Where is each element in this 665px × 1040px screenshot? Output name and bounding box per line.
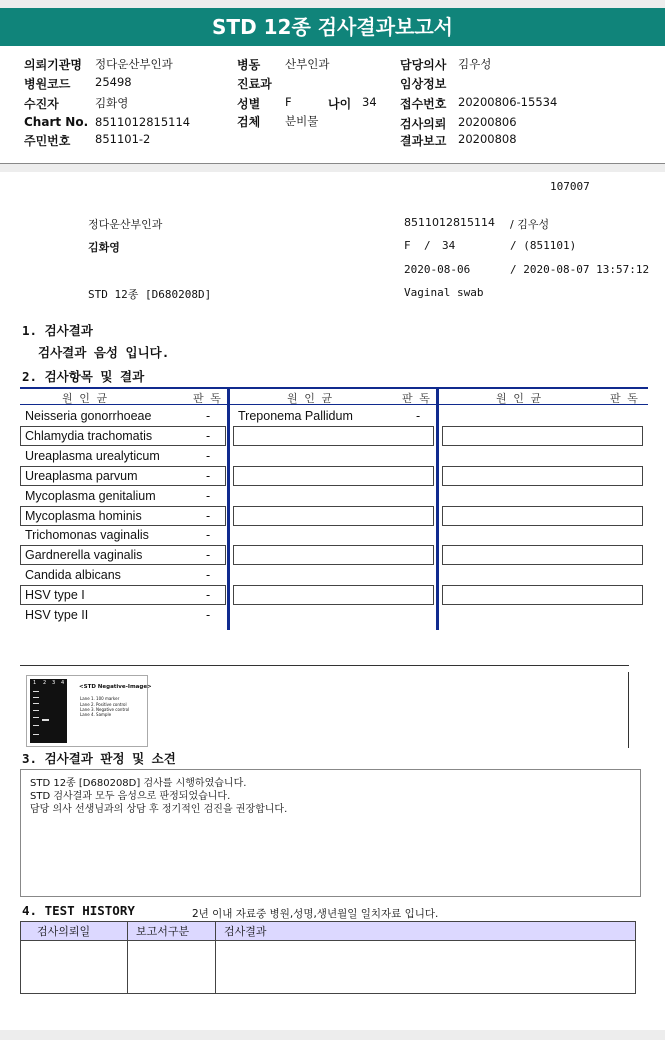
report-patient: 김화영 — [88, 241, 120, 254]
label-requesting-institution: 의뢰기관명 — [24, 58, 82, 72]
hospital-code: 25498 — [95, 75, 132, 89]
image-area-right-line — [628, 672, 629, 748]
gel-legend-item: Lane 3. Negative control — [80, 707, 130, 712]
pathogen-name: Trichomonas vaginalis — [25, 528, 149, 542]
section4-heading: 4. TEST HISTORY — [22, 903, 135, 918]
pathogen-name: Gardnerella vaginalis — [25, 548, 143, 562]
pathogen-result: - — [206, 608, 211, 622]
label-chart-no: Chart No. — [24, 115, 89, 129]
receipt-no: 20200806-15534 — [458, 95, 558, 109]
pathogen-result: - — [206, 588, 211, 602]
report-sex: F — [404, 239, 411, 252]
label-receipt-no: 접수번호 — [400, 97, 447, 111]
column-divider-2 — [436, 389, 439, 630]
report-datetime: / 2020-08-07 13:57:12 — [510, 263, 650, 276]
gel-band — [33, 717, 39, 718]
history-header-row — [21, 922, 636, 941]
empty-row-box — [233, 506, 434, 526]
sex: F — [285, 95, 292, 109]
gel-band — [33, 725, 39, 726]
gel-band — [33, 691, 39, 692]
report-birth: / (851101) — [510, 239, 577, 252]
lane-number: 3 — [52, 680, 56, 686]
pathogen-result: - — [206, 409, 211, 423]
history-cell — [21, 941, 128, 994]
pathogen-name: Treponema Pallidum — [238, 409, 353, 423]
empty-row-box — [233, 466, 434, 486]
header-divider — [0, 163, 665, 164]
gel-band — [33, 734, 39, 735]
report-age: 34 — [442, 239, 456, 252]
ward: 산부인과 — [285, 57, 330, 71]
pathogen-result: - — [206, 429, 211, 443]
empty-row-box — [442, 506, 643, 526]
empty-row-box — [442, 466, 643, 486]
report-separator: / — [424, 239, 431, 252]
label-hospital-code: 병원코드 — [24, 77, 71, 91]
col2-pathogen-header: 원 인 균 — [287, 392, 333, 405]
gel-photo — [30, 679, 67, 743]
pathogen-name: Mycoplasma hominis — [25, 509, 142, 523]
report-hospital: 정다운산부인과 — [88, 218, 163, 231]
pathogen-name: Ureaplasma urealyticum — [25, 449, 160, 463]
pathogen-name: Chlamydia trachomatis — [25, 429, 153, 443]
table-header-border — [20, 404, 648, 405]
pathogen-result: - — [206, 469, 211, 483]
empty-row-box — [233, 585, 434, 605]
label-ward: 병동 — [237, 58, 261, 72]
label-request-date: 검사의뢰 — [400, 117, 447, 131]
label-clinical-info: 임상정보 — [400, 77, 447, 91]
col2-result-header: 판 독 — [402, 392, 430, 405]
age: 34 — [362, 95, 377, 109]
table-top-border — [20, 387, 648, 389]
pathogen-result: - — [416, 409, 421, 423]
pathogen-result: - — [206, 548, 211, 562]
gel-legend-item: Lane 2. Positive control — [80, 702, 127, 707]
empty-row-box — [233, 426, 434, 446]
pathogen-name: Mycoplasma genitalium — [25, 489, 156, 503]
pathogen-name: Neisseria gonorrhoeae — [25, 409, 152, 423]
history-table — [20, 921, 636, 994]
findings-line: STD 12종 [D680208D] 검사를 시행하였습니다. — [30, 778, 247, 789]
history-note: 2년 이내 자료중 병원,성명,생년월일 일치자료 입니다. — [192, 908, 439, 920]
findings-line: STD 검사결과 모두 음성으로 판정되었습니다. — [30, 791, 231, 802]
history-cell — [216, 941, 636, 994]
history-table-wrap — [20, 921, 636, 994]
col1-result-header: 판 독 — [193, 392, 221, 405]
findings-line: 담당 의사 선생님과의 상담 후 정기적인 검진을 권장합니다. — [30, 804, 288, 815]
history-col-request-date: 검사의뢰일 — [21, 922, 128, 941]
report-received-date: 2020-08-06 — [404, 263, 471, 276]
pathogen-name: Candida albicans — [25, 568, 121, 582]
label-resident-no: 주민번호 — [24, 134, 71, 148]
pathogen-result: - — [206, 528, 211, 542]
history-empty-row — [21, 941, 636, 994]
report-doctor: / 김우성 — [510, 218, 550, 231]
gel-legend-item: Lane 1. 100 marker — [80, 696, 120, 701]
gel-legend-item: Lane 4. Sample — [80, 712, 112, 717]
pathogen-result: - — [206, 509, 211, 523]
resident-no: 851101-2 — [95, 132, 151, 146]
gel-band — [33, 697, 39, 698]
request-date: 20200806 — [458, 115, 517, 129]
gel-band — [42, 719, 49, 721]
label-sex: 성별 — [237, 97, 261, 111]
lane-number: 2 — [43, 680, 47, 686]
specimen: 분비물 — [285, 114, 319, 128]
history-col-result: 검사결과 — [216, 922, 636, 941]
history-col-report-type: 보고서구분 — [128, 922, 216, 941]
column-divider-1 — [227, 389, 230, 630]
pathogen-name: Ureaplasma parvum — [25, 469, 138, 483]
doctor: 김우성 — [458, 57, 492, 71]
gel-band — [33, 703, 39, 704]
history-cell — [128, 941, 216, 994]
empty-row-box — [442, 545, 643, 565]
label-specimen: 검체 — [237, 115, 261, 129]
report-title: STD 12종 검사결과보고서 — [0, 8, 665, 46]
image-area-top-line — [20, 665, 629, 666]
gel-image-title: <STD Negative-Image> — [79, 684, 152, 690]
chart-no: 8511012815114 — [95, 115, 191, 129]
lane-number: 4 — [61, 680, 65, 686]
report-chart: 8511012815114 — [404, 216, 495, 229]
requesting-institution: 정다운산부인과 — [95, 57, 173, 71]
report-test-name: STD 12종 [D680208D] — [88, 288, 212, 301]
section1-heading: 1. 검사결과 — [22, 323, 93, 338]
pathogen-name: HSV type II — [25, 608, 89, 622]
empty-row-box — [442, 585, 643, 605]
label-department: 진료과 — [237, 77, 272, 91]
empty-row-box — [442, 426, 643, 446]
section2-heading: 2. 검사항목 및 결과 — [22, 369, 145, 384]
gel-band — [33, 710, 39, 711]
pathogen-result: - — [206, 489, 211, 503]
patient-name: 김화영 — [95, 96, 129, 110]
col3-pathogen-header: 원 인 균 — [496, 392, 542, 405]
lane-number: 1 — [33, 680, 37, 686]
label-doctor: 담당의사 — [400, 58, 447, 72]
label-age: 나이 — [328, 97, 352, 111]
pathogen-result: - — [206, 568, 211, 582]
col3-result-header: 판 독 — [610, 392, 638, 405]
empty-row-box — [233, 545, 434, 565]
result-summary: 검사결과 음성 입니다. — [38, 345, 170, 360]
report-specimen: Vaginal swab — [404, 286, 484, 299]
section3-heading: 3. 검사결과 판정 및 소견 — [22, 751, 176, 766]
report-code: 107007 — [550, 180, 590, 193]
label-report-date: 결과보고 — [400, 134, 447, 148]
label-patient: 수진자 — [24, 97, 59, 111]
pathogen-name: HSV type I — [25, 588, 85, 602]
pathogen-result: - — [206, 449, 211, 463]
col1-pathogen-header: 원 인 균 — [62, 392, 108, 405]
report-date: 20200808 — [458, 132, 517, 146]
gel-image — [26, 675, 152, 747]
